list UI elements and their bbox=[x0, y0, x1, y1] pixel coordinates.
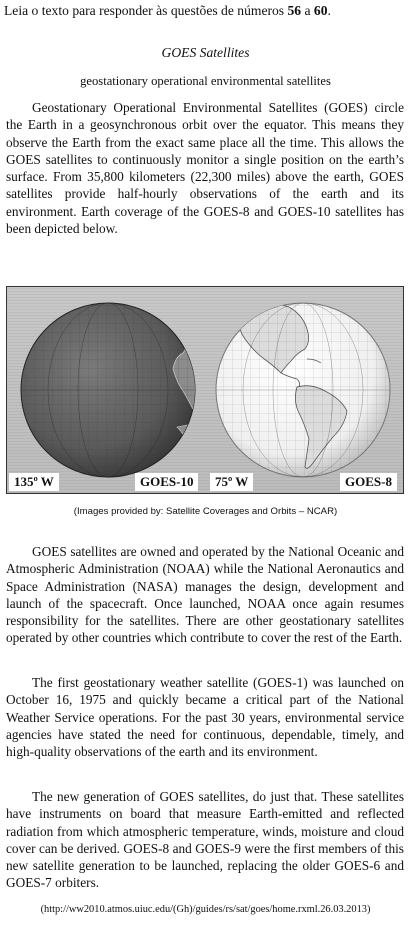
left-longitude-label: 135º W bbox=[9, 473, 59, 491]
right-longitude-label: 75º W bbox=[210, 473, 253, 491]
article-title: GOES Satellites bbox=[161, 45, 250, 60]
instructions-connector: a bbox=[301, 3, 314, 18]
left-satellite-label: GOES-10 bbox=[135, 473, 198, 491]
paragraph-1: Geostationary Operational Environmental Satellites (GOES) circle the Earth in a geosynchronous orbit over the equator. This means they observe the Earth from the exact same place all the time. This allows the GOES satellites to continuously monitor a single position on the earth’s surface. From 35,800 kilometers (22,300 miles) above the earth, GOES satellites provide half-hourly observations of the earth and its environment. Earth coverage of the GOES-8 and GOES-10 satellites has been depicted below. bbox=[6, 100, 404, 237]
instructions-suffix: . bbox=[327, 3, 331, 18]
question-start-number: 56 bbox=[287, 3, 302, 18]
article-subtitle: geostationary operational environmental satellites bbox=[80, 74, 331, 88]
right-satellite-label: GOES-8 bbox=[340, 473, 397, 491]
paragraph-2: GOES satellites are owned and operated by the National Oceanic and Atmospheric Administration (NOAA) while the National Aeronautics and Space Administration (NASA) manages the design, development and launch of the spacecraft. Once launched, NOAA once again resumes responsibility for the satellites. There are other geostationary satellites operated by other countries which contribute to cover the rest of the Earth. bbox=[6, 544, 404, 646]
paragraph-4: The new generation of GOES satellites, do just that. These satellites have instruments on board that measure Earth-emitted and reflected radiation from which atmospheric temperature, winds, moisture and cloud cover can be derived. GOES-8 and GOES-9 were the first members of this new satellite generation to be launched, replacing the older GOES-6 and GOES-7 orbiters. bbox=[6, 789, 404, 891]
paragraph-3: The first geostationary weather satellite (GOES-1) was launched on October 16, 1975 and quickly became a critical part of the National Weather Service operations. For the past 30 years, environmental service agencies have stated the need for continuous, dependable, timely, and high-quality observations of the earth and its environment. bbox=[6, 675, 404, 760]
figure-caption: (Images provided by: Satellite Coverages and Orbits – NCAR) bbox=[73, 506, 338, 517]
question-end-number: 60 bbox=[313, 3, 328, 18]
globe-images bbox=[7, 287, 403, 493]
instructions-line bbox=[4, 3, 408, 19]
instructions-text: Leia o texto para responder às questões de números bbox=[4, 3, 288, 18]
satellite-coverage-figure bbox=[6, 286, 404, 494]
source-citation: (http://ww2010.atmos.uiuc.edu/(Gh)/guides/rs/sat/goes/home.rxml.26.03.2013) bbox=[40, 904, 371, 915]
